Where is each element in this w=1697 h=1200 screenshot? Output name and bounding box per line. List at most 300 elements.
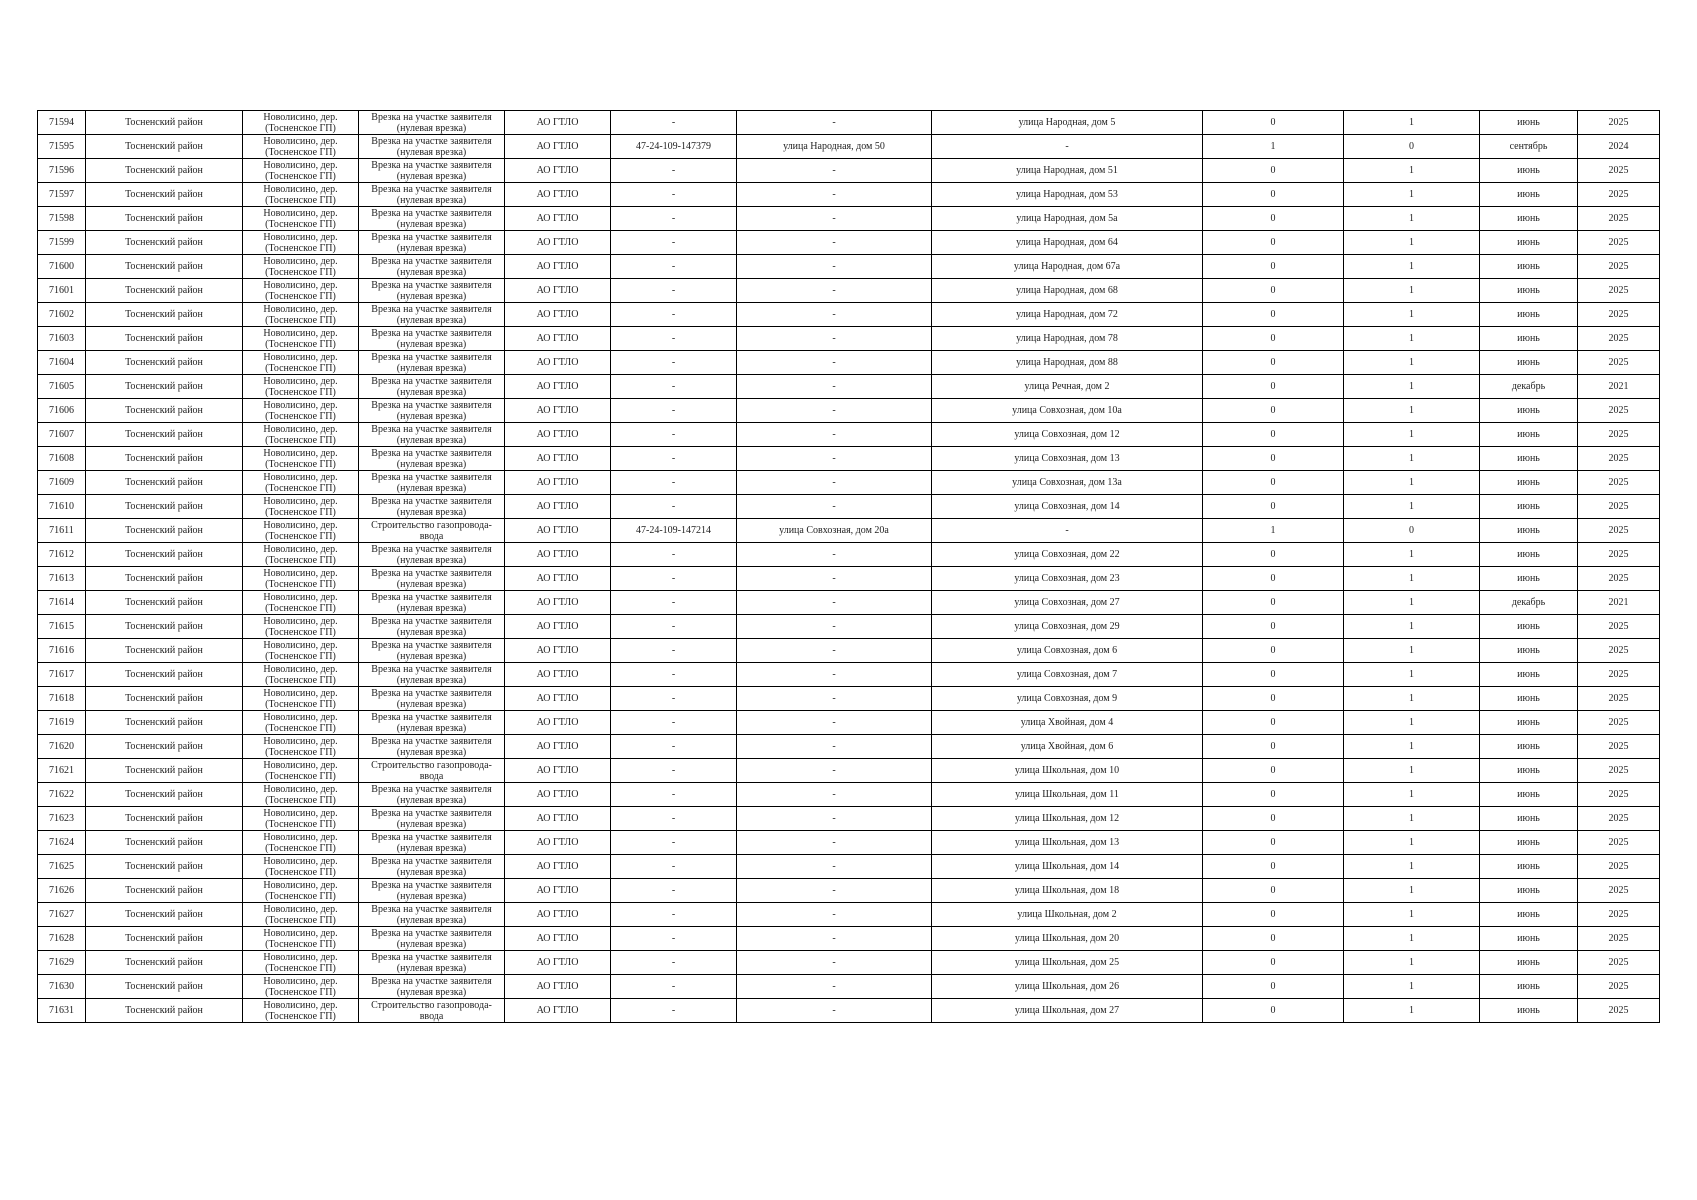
work-type-cell: Врезка на участке заявителя (нулевая врезка) — [359, 927, 505, 951]
year-cell: 2025 — [1578, 447, 1660, 471]
table-row — [38, 927, 1660, 951]
count-2-cell: 1 — [1344, 807, 1480, 831]
address-cell: - — [737, 111, 932, 135]
row-id-cell: 71629 — [38, 951, 86, 975]
count-1-cell: 0 — [1203, 303, 1344, 327]
organization-cell: АО ГТЛО — [505, 111, 611, 135]
district-cell: Тосненский район — [86, 999, 243, 1023]
month-cell: июнь — [1480, 711, 1578, 735]
number-cell: - — [611, 735, 737, 759]
number-cell: - — [611, 999, 737, 1023]
data-table — [37, 110, 1660, 1023]
work-type-cell: Врезка на участке заявителя (нулевая врезка) — [359, 159, 505, 183]
organization-cell: АО ГТЛО — [505, 423, 611, 447]
address-alt-cell: улица Школьная, дом 12 — [932, 807, 1203, 831]
count-2-cell: 1 — [1344, 255, 1480, 279]
settlement-cell: Новолисино, дер. (Тосненское ГП) — [243, 639, 359, 663]
address-cell: - — [737, 639, 932, 663]
month-cell: июнь — [1480, 231, 1578, 255]
count-1-cell: 0 — [1203, 999, 1344, 1023]
count-1-cell: 0 — [1203, 783, 1344, 807]
row-id-cell: 71610 — [38, 495, 86, 519]
address-alt-cell: улица Народная, дом 5а — [932, 207, 1203, 231]
table-row — [38, 471, 1660, 495]
count-1-cell: 0 — [1203, 831, 1344, 855]
settlement-cell: Новолисино, дер. (Тосненское ГП) — [243, 663, 359, 687]
row-id-cell: 71622 — [38, 783, 86, 807]
count-2-cell: 1 — [1344, 327, 1480, 351]
row-id-cell: 71608 — [38, 447, 86, 471]
count-1-cell: 0 — [1203, 807, 1344, 831]
address-alt-cell: улица Школьная, дом 10 — [932, 759, 1203, 783]
year-cell: 2025 — [1578, 231, 1660, 255]
year-cell: 2025 — [1578, 351, 1660, 375]
organization-cell: АО ГТЛО — [505, 975, 611, 999]
table-row — [38, 615, 1660, 639]
table-row — [38, 159, 1660, 183]
address-alt-cell: улица Школьная, дом 25 — [932, 951, 1203, 975]
count-1-cell: 0 — [1203, 471, 1344, 495]
work-type-cell: Врезка на участке заявителя (нулевая врезка) — [359, 711, 505, 735]
organization-cell: АО ГТЛО — [505, 591, 611, 615]
settlement-cell: Новолисино, дер. (Тосненское ГП) — [243, 519, 359, 543]
month-cell: июнь — [1480, 255, 1578, 279]
address-alt-cell: улица Народная, дом 72 — [932, 303, 1203, 327]
organization-cell: АО ГТЛО — [505, 711, 611, 735]
settlement-cell: Новолисино, дер. (Тосненское ГП) — [243, 855, 359, 879]
count-1-cell: 0 — [1203, 975, 1344, 999]
address-cell: - — [737, 807, 932, 831]
settlement-cell: Новолисино, дер. (Тосненское ГП) — [243, 711, 359, 735]
count-1-cell: 0 — [1203, 159, 1344, 183]
table-row — [38, 375, 1660, 399]
work-type-cell: Врезка на участке заявителя (нулевая врезка) — [359, 855, 505, 879]
settlement-cell: Новолисино, дер. (Тосненское ГП) — [243, 375, 359, 399]
count-2-cell: 1 — [1344, 423, 1480, 447]
district-cell: Тосненский район — [86, 855, 243, 879]
organization-cell: АО ГТЛО — [505, 807, 611, 831]
district-cell: Тосненский район — [86, 135, 243, 159]
work-type-cell: Строительство газопровода-ввода — [359, 759, 505, 783]
row-id-cell: 71604 — [38, 351, 86, 375]
settlement-cell: Новолисино, дер. (Тосненское ГП) — [243, 159, 359, 183]
number-cell: - — [611, 591, 737, 615]
count-1-cell: 0 — [1203, 711, 1344, 735]
work-type-cell: Строительство газопровода-ввода — [359, 999, 505, 1023]
month-cell: июнь — [1480, 399, 1578, 423]
table-row — [38, 303, 1660, 327]
count-2-cell: 1 — [1344, 687, 1480, 711]
address-cell: - — [737, 207, 932, 231]
district-cell: Тосненский район — [86, 471, 243, 495]
address-alt-cell: улица Совхозная, дом 22 — [932, 543, 1203, 567]
row-id-cell: 71599 — [38, 231, 86, 255]
settlement-cell: Новолисино, дер. (Тосненское ГП) — [243, 783, 359, 807]
address-alt-cell: улица Народная, дом 67а — [932, 255, 1203, 279]
district-cell: Тосненский район — [86, 183, 243, 207]
count-2-cell: 1 — [1344, 999, 1480, 1023]
district-cell: Тосненский район — [86, 615, 243, 639]
settlement-cell: Новолисино, дер. (Тосненское ГП) — [243, 951, 359, 975]
month-cell: июнь — [1480, 615, 1578, 639]
number-cell: - — [611, 159, 737, 183]
district-cell: Тосненский район — [86, 927, 243, 951]
table-row — [38, 327, 1660, 351]
address-alt-cell: улица Народная, дом 53 — [932, 183, 1203, 207]
number-cell: - — [611, 759, 737, 783]
row-id-cell: 71615 — [38, 615, 86, 639]
address-alt-cell: улица Народная, дом 64 — [932, 231, 1203, 255]
address-alt-cell: улица Совхозная, дом 12 — [932, 423, 1203, 447]
organization-cell: АО ГТЛО — [505, 855, 611, 879]
count-1-cell: 0 — [1203, 927, 1344, 951]
work-type-cell: Врезка на участке заявителя (нулевая врезка) — [359, 951, 505, 975]
month-cell: июнь — [1480, 423, 1578, 447]
count-1-cell: 0 — [1203, 543, 1344, 567]
address-cell: - — [737, 687, 932, 711]
count-2-cell: 1 — [1344, 711, 1480, 735]
organization-cell: АО ГТЛО — [505, 879, 611, 903]
year-cell: 2025 — [1578, 759, 1660, 783]
address-cell: - — [737, 591, 932, 615]
number-cell: - — [611, 663, 737, 687]
district-cell: Тосненский район — [86, 327, 243, 351]
month-cell: июнь — [1480, 879, 1578, 903]
number-cell: - — [611, 951, 737, 975]
district-cell: Тосненский район — [86, 279, 243, 303]
settlement-cell: Новолисино, дер. (Тосненское ГП) — [243, 327, 359, 351]
settlement-cell: Новолисино, дер. (Тосненское ГП) — [243, 759, 359, 783]
organization-cell: АО ГТЛО — [505, 135, 611, 159]
count-1-cell: 0 — [1203, 567, 1344, 591]
address-cell: - — [737, 663, 932, 687]
settlement-cell: Новолисино, дер. (Тосненское ГП) — [243, 423, 359, 447]
district-cell: Тосненский район — [86, 399, 243, 423]
settlement-cell: Новолисино, дер. (Тосненское ГП) — [243, 903, 359, 927]
count-1-cell: 1 — [1203, 519, 1344, 543]
table-row — [38, 135, 1660, 159]
month-cell: июнь — [1480, 111, 1578, 135]
address-cell: - — [737, 783, 932, 807]
work-type-cell: Врезка на участке заявителя (нулевая врезка) — [359, 207, 505, 231]
address-cell: - — [737, 231, 932, 255]
number-cell: - — [611, 303, 737, 327]
count-1-cell: 0 — [1203, 687, 1344, 711]
count-1-cell: 0 — [1203, 759, 1344, 783]
year-cell: 2025 — [1578, 471, 1660, 495]
address-cell: - — [737, 711, 932, 735]
count-2-cell: 1 — [1344, 279, 1480, 303]
number-cell: - — [611, 279, 737, 303]
month-cell: июнь — [1480, 303, 1578, 327]
address-alt-cell: - — [932, 519, 1203, 543]
month-cell: июнь — [1480, 543, 1578, 567]
organization-cell: АО ГТЛО — [505, 399, 611, 423]
year-cell: 2025 — [1578, 519, 1660, 543]
work-type-cell: Врезка на участке заявителя (нулевая врезка) — [359, 255, 505, 279]
count-2-cell: 1 — [1344, 927, 1480, 951]
count-2-cell: 1 — [1344, 759, 1480, 783]
row-id-cell: 71626 — [38, 879, 86, 903]
number-cell: - — [611, 927, 737, 951]
work-type-cell: Врезка на участке заявителя (нулевая врезка) — [359, 591, 505, 615]
year-cell: 2025 — [1578, 543, 1660, 567]
table-row — [38, 183, 1660, 207]
count-1-cell: 0 — [1203, 855, 1344, 879]
row-id-cell: 71598 — [38, 207, 86, 231]
settlement-cell: Новолисино, дер. (Тосненское ГП) — [243, 471, 359, 495]
count-1-cell: 0 — [1203, 879, 1344, 903]
count-2-cell: 1 — [1344, 447, 1480, 471]
count-1-cell: 0 — [1203, 207, 1344, 231]
address-alt-cell: улица Совхозная, дом 23 — [932, 567, 1203, 591]
address-cell: - — [737, 399, 932, 423]
year-cell: 2025 — [1578, 423, 1660, 447]
count-1-cell: 0 — [1203, 735, 1344, 759]
settlement-cell: Новолисино, дер. (Тосненское ГП) — [243, 927, 359, 951]
month-cell: июнь — [1480, 639, 1578, 663]
row-id-cell: 71623 — [38, 807, 86, 831]
row-id-cell: 71595 — [38, 135, 86, 159]
address-cell: - — [737, 831, 932, 855]
year-cell: 2025 — [1578, 255, 1660, 279]
work-type-cell: Врезка на участке заявителя (нулевая врезка) — [359, 327, 505, 351]
count-1-cell: 0 — [1203, 951, 1344, 975]
work-type-cell: Врезка на участке заявителя (нулевая врезка) — [359, 903, 505, 927]
work-type-cell: Врезка на участке заявителя (нулевая врезка) — [359, 231, 505, 255]
year-cell: 2025 — [1578, 927, 1660, 951]
district-cell: Тосненский район — [86, 567, 243, 591]
district-cell: Тосненский район — [86, 207, 243, 231]
count-1-cell: 0 — [1203, 615, 1344, 639]
organization-cell: АО ГТЛО — [505, 471, 611, 495]
district-cell: Тосненский район — [86, 951, 243, 975]
organization-cell: АО ГТЛО — [505, 951, 611, 975]
district-cell: Тосненский район — [86, 255, 243, 279]
number-cell: - — [611, 543, 737, 567]
district-cell: Тосненский район — [86, 711, 243, 735]
count-2-cell: 1 — [1344, 159, 1480, 183]
address-cell: - — [737, 495, 932, 519]
work-type-cell: Врезка на участке заявителя (нулевая врезка) — [359, 807, 505, 831]
year-cell: 2025 — [1578, 303, 1660, 327]
address-alt-cell: улица Школьная, дом 11 — [932, 783, 1203, 807]
district-cell: Тосненский район — [86, 879, 243, 903]
number-cell: - — [611, 183, 737, 207]
row-id-cell: 71619 — [38, 711, 86, 735]
number-cell: - — [611, 855, 737, 879]
address-alt-cell: - — [932, 135, 1203, 159]
settlement-cell: Новолисино, дер. (Тосненское ГП) — [243, 303, 359, 327]
district-cell: Тосненский район — [86, 111, 243, 135]
work-type-cell: Врезка на участке заявителя (нулевая врезка) — [359, 351, 505, 375]
organization-cell: АО ГТЛО — [505, 495, 611, 519]
month-cell: июнь — [1480, 831, 1578, 855]
organization-cell: АО ГТЛО — [505, 447, 611, 471]
table-row — [38, 519, 1660, 543]
row-id-cell: 71627 — [38, 903, 86, 927]
row-id-cell: 71625 — [38, 855, 86, 879]
count-1-cell: 0 — [1203, 279, 1344, 303]
number-cell: - — [611, 615, 737, 639]
count-1-cell: 0 — [1203, 399, 1344, 423]
settlement-cell: Новолисино, дер. (Тосненское ГП) — [243, 879, 359, 903]
count-2-cell: 1 — [1344, 183, 1480, 207]
month-cell: июнь — [1480, 975, 1578, 999]
row-id-cell: 71614 — [38, 591, 86, 615]
row-id-cell: 71617 — [38, 663, 86, 687]
address-alt-cell: улица Народная, дом 78 — [932, 327, 1203, 351]
address-cell: - — [737, 279, 932, 303]
year-cell: 2024 — [1578, 135, 1660, 159]
table-row — [38, 567, 1660, 591]
number-cell: - — [611, 351, 737, 375]
count-2-cell: 1 — [1344, 399, 1480, 423]
address-alt-cell: улица Народная, дом 5 — [932, 111, 1203, 135]
count-2-cell: 1 — [1344, 903, 1480, 927]
organization-cell: АО ГТЛО — [505, 159, 611, 183]
table-row — [38, 663, 1660, 687]
count-1-cell: 0 — [1203, 903, 1344, 927]
year-cell: 2025 — [1578, 207, 1660, 231]
row-id-cell: 71602 — [38, 303, 86, 327]
row-id-cell: 71603 — [38, 327, 86, 351]
month-cell: сентябрь — [1480, 135, 1578, 159]
address-cell: - — [737, 423, 932, 447]
year-cell: 2025 — [1578, 807, 1660, 831]
table-row — [38, 447, 1660, 471]
district-cell: Тосненский район — [86, 159, 243, 183]
table-row — [38, 903, 1660, 927]
address-alt-cell: улица Школьная, дом 2 — [932, 903, 1203, 927]
month-cell: июнь — [1480, 519, 1578, 543]
settlement-cell: Новолисино, дер. (Тосненское ГП) — [243, 999, 359, 1023]
year-cell: 2025 — [1578, 327, 1660, 351]
year-cell: 2025 — [1578, 159, 1660, 183]
row-id-cell: 71613 — [38, 567, 86, 591]
settlement-cell: Новолисино, дер. (Тосненское ГП) — [243, 447, 359, 471]
district-cell: Тосненский район — [86, 687, 243, 711]
count-2-cell: 1 — [1344, 471, 1480, 495]
district-cell: Тосненский район — [86, 231, 243, 255]
district-cell: Тосненский район — [86, 543, 243, 567]
organization-cell: АО ГТЛО — [505, 543, 611, 567]
address-cell: - — [737, 999, 932, 1023]
organization-cell: АО ГТЛО — [505, 615, 611, 639]
row-id-cell: 71605 — [38, 375, 86, 399]
organization-cell: АО ГТЛО — [505, 375, 611, 399]
number-cell: - — [611, 423, 737, 447]
organization-cell: АО ГТЛО — [505, 207, 611, 231]
table-row — [38, 351, 1660, 375]
work-type-cell: Врезка на участке заявителя (нулевая врезка) — [359, 135, 505, 159]
row-id-cell: 71609 — [38, 471, 86, 495]
table-row — [38, 999, 1660, 1023]
month-cell: июнь — [1480, 207, 1578, 231]
address-cell: - — [737, 255, 932, 279]
table-row — [38, 279, 1660, 303]
count-1-cell: 0 — [1203, 495, 1344, 519]
row-id-cell: 71597 — [38, 183, 86, 207]
count-1-cell: 0 — [1203, 591, 1344, 615]
settlement-cell: Новолисино, дер. (Тосненское ГП) — [243, 807, 359, 831]
address-cell: - — [737, 975, 932, 999]
year-cell: 2025 — [1578, 903, 1660, 927]
number-cell: - — [611, 207, 737, 231]
address-alt-cell: улица Речная, дом 2 — [932, 375, 1203, 399]
table-row — [38, 543, 1660, 567]
district-cell: Тосненский район — [86, 903, 243, 927]
work-type-cell: Врезка на участке заявителя (нулевая врезка) — [359, 423, 505, 447]
number-cell: - — [611, 327, 737, 351]
settlement-cell: Новолисино, дер. (Тосненское ГП) — [243, 567, 359, 591]
row-id-cell: 71624 — [38, 831, 86, 855]
organization-cell: АО ГТЛО — [505, 279, 611, 303]
count-1-cell: 0 — [1203, 255, 1344, 279]
table-row — [38, 711, 1660, 735]
address-cell: - — [737, 735, 932, 759]
address-alt-cell: улица Совхозная, дом 9 — [932, 687, 1203, 711]
address-cell: - — [737, 903, 932, 927]
month-cell: июнь — [1480, 999, 1578, 1023]
address-alt-cell: улица Совхозная, дом 14 — [932, 495, 1203, 519]
table-row — [38, 423, 1660, 447]
count-1-cell: 1 — [1203, 135, 1344, 159]
table-row — [38, 951, 1660, 975]
settlement-cell: Новолисино, дер. (Тосненское ГП) — [243, 135, 359, 159]
address-alt-cell: улица Совхозная, дом 27 — [932, 591, 1203, 615]
month-cell: декабрь — [1480, 591, 1578, 615]
number-cell: - — [611, 471, 737, 495]
row-id-cell: 71601 — [38, 279, 86, 303]
count-2-cell: 1 — [1344, 591, 1480, 615]
address-cell: - — [737, 615, 932, 639]
year-cell: 2025 — [1578, 399, 1660, 423]
district-cell: Тосненский район — [86, 663, 243, 687]
work-type-cell: Врезка на участке заявителя (нулевая врезка) — [359, 471, 505, 495]
year-cell: 2025 — [1578, 111, 1660, 135]
count-2-cell: 1 — [1344, 735, 1480, 759]
month-cell: июнь — [1480, 327, 1578, 351]
district-cell: Тосненский район — [86, 447, 243, 471]
row-id-cell: 71611 — [38, 519, 86, 543]
year-cell: 2025 — [1578, 951, 1660, 975]
work-type-cell: Врезка на участке заявителя (нулевая врезка) — [359, 375, 505, 399]
settlement-cell: Новолисино, дер. (Тосненское ГП) — [243, 615, 359, 639]
work-type-cell: Врезка на участке заявителя (нулевая врезка) — [359, 447, 505, 471]
number-cell: - — [611, 975, 737, 999]
organization-cell: АО ГТЛО — [505, 519, 611, 543]
address-cell: - — [737, 855, 932, 879]
address-alt-cell: улица Хвойная, дом 4 — [932, 711, 1203, 735]
district-cell: Тосненский район — [86, 423, 243, 447]
month-cell: июнь — [1480, 663, 1578, 687]
address-cell: - — [737, 375, 932, 399]
year-cell: 2025 — [1578, 495, 1660, 519]
organization-cell: АО ГТЛО — [505, 183, 611, 207]
work-type-cell: Врезка на участке заявителя (нулевая врезка) — [359, 615, 505, 639]
organization-cell: АО ГТЛО — [505, 303, 611, 327]
settlement-cell: Новолисино, дер. (Тосненское ГП) — [243, 111, 359, 135]
district-cell: Тосненский район — [86, 783, 243, 807]
month-cell: июнь — [1480, 351, 1578, 375]
district-cell: Тосненский район — [86, 831, 243, 855]
count-1-cell: 0 — [1203, 663, 1344, 687]
work-type-cell: Строительство газопровода-ввода — [359, 519, 505, 543]
organization-cell: АО ГТЛО — [505, 255, 611, 279]
count-2-cell: 1 — [1344, 783, 1480, 807]
organization-cell: АО ГТЛО — [505, 927, 611, 951]
